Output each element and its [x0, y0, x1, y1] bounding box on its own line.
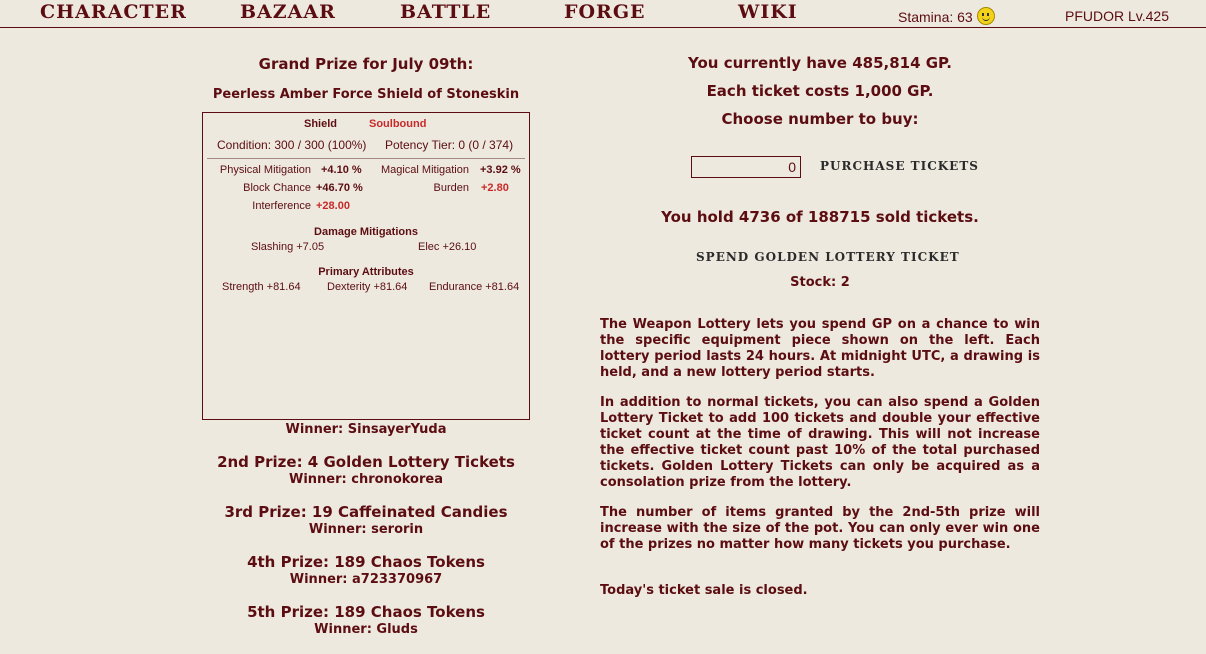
- current-gp-text: You currently have 485,814 GP.: [688, 54, 952, 72]
- item-stats-box: [202, 112, 530, 420]
- purchase-tickets-button[interactable]: PURCHASE TICKETS: [820, 159, 979, 173]
- stat-physical-mitigation-label: Physical Mitigation: [219, 164, 311, 176]
- prize-4-title: 4th Prize: 189 Chaos Tokens: [247, 553, 485, 571]
- player-name-level[interactable]: PFUDOR Lv.425: [1065, 8, 1169, 24]
- primary-attributes-heading: Primary Attributes: [318, 266, 414, 278]
- stat-block-chance-value: +46.70 %: [316, 182, 363, 194]
- menu-character[interactable]: CHARACTER: [40, 1, 187, 23]
- divider: [207, 158, 525, 159]
- slashing-stat: Slashing +7.05: [251, 241, 325, 253]
- prize-3-winner: Winner: serorin: [308, 522, 424, 537]
- stat-interference-value: +28.00: [316, 200, 350, 212]
- stamina-display: [898, 7, 995, 25]
- item-condition: Condition: 300 / 300 (100%): [217, 138, 367, 152]
- grand-prize-item-name: Peerless Amber Force Shield of Stoneskin: [212, 87, 520, 102]
- prize-2-winner: Winner: chronokorea: [289, 472, 443, 487]
- menu-forge[interactable]: FORGE: [564, 1, 646, 23]
- lottery-info-paragraph-3: The number of items granted by the 2nd-5th prize will increase with the size of the pot. You can only ever win one of the prizes no matter how many tickets you purchase.: [600, 505, 1040, 552]
- prize-5-winner: Winner: Gluds: [314, 622, 418, 637]
- stat-physical-mitigation-value: +4.10 %: [321, 164, 362, 176]
- spend-golden-ticket-button[interactable]: SPEND GOLDEN LOTTERY TICKET: [696, 250, 960, 264]
- stamina-label: Stamina: 63: [898, 9, 973, 25]
- golden-ticket-stock: Stock: 2: [790, 275, 850, 290]
- stat-magical-mitigation-value: +3.92 %: [480, 164, 521, 176]
- choose-number-text: Choose number to buy:: [721, 110, 919, 128]
- soulbound-badge: Soulbound: [369, 118, 427, 130]
- dexterity-stat: Dexterity +81.64: [327, 281, 408, 293]
- lottery-info-paragraph-1: The Weapon Lottery lets you spend GP on a chance to win the specific equipment piece shown on the left. Each lottery period lasts 24 hours. At midnight UTC, a drawing is held, and a new lottery period starts.: [600, 317, 1040, 380]
- stat-magical-mitigation-label: Magical Mitigation: [380, 164, 469, 176]
- prize-4-winner: Winner: a723370967: [289, 572, 443, 587]
- stat-interference-label: Interference: [252, 200, 311, 212]
- item-potency: Potency Tier: 0 (0 / 374): [385, 138, 514, 152]
- smiley-icon: [977, 7, 995, 25]
- held-tickets-text: You hold 4736 of 188715 sold tickets.: [661, 208, 979, 226]
- menu-wiki[interactable]: WIKI: [738, 1, 798, 23]
- endurance-stat: Endurance +81.64: [429, 281, 520, 293]
- strength-stat: Strength +81.64: [222, 281, 301, 293]
- menu-bazaar[interactable]: BAZAAR: [240, 1, 336, 23]
- stat-block-chance-label: Block Chance: [243, 182, 311, 194]
- stat-burden-label: Burden: [433, 182, 469, 194]
- damage-mitigations-heading: Damage Mitigations: [314, 226, 418, 238]
- prize-3-title: 3rd Prize: 19 Caffeinated Candies: [224, 503, 508, 521]
- ticket-sale-closed-text: Today's ticket sale is closed.: [600, 583, 808, 598]
- item-type: Shield: [304, 118, 338, 130]
- grand-prize-winner: Winner: SinsayerYuda: [285, 422, 447, 437]
- prize-5-title: 5th Prize: 189 Chaos Tokens: [247, 603, 485, 621]
- lottery-info-paragraph-2: In addition to normal tickets, you can also spend a Golden Lottery Ticket to add 100 tickets and double your effective ticket count at the time of drawing. This will not increase the effective ticket count past 10% of the total purchased tickets. Golden Lottery Tickets can only be acquired as a consolation prize from the lottery.: [600, 395, 1040, 490]
- ticket-quantity-input[interactable]: [691, 156, 801, 178]
- ticket-cost-text: Each ticket costs 1,000 GP.: [706, 82, 934, 100]
- top-nav-bar: [0, 0, 1206, 28]
- menu-battle[interactable]: BATTLE: [400, 1, 492, 23]
- stat-burden-value: +2.80: [481, 182, 509, 194]
- elec-stat: Elec +26.10: [418, 241, 477, 253]
- prize-2-title: 2nd Prize: 4 Golden Lottery Tickets: [217, 453, 515, 471]
- grand-prize-title: Grand Prize for July 09th:: [258, 55, 474, 73]
